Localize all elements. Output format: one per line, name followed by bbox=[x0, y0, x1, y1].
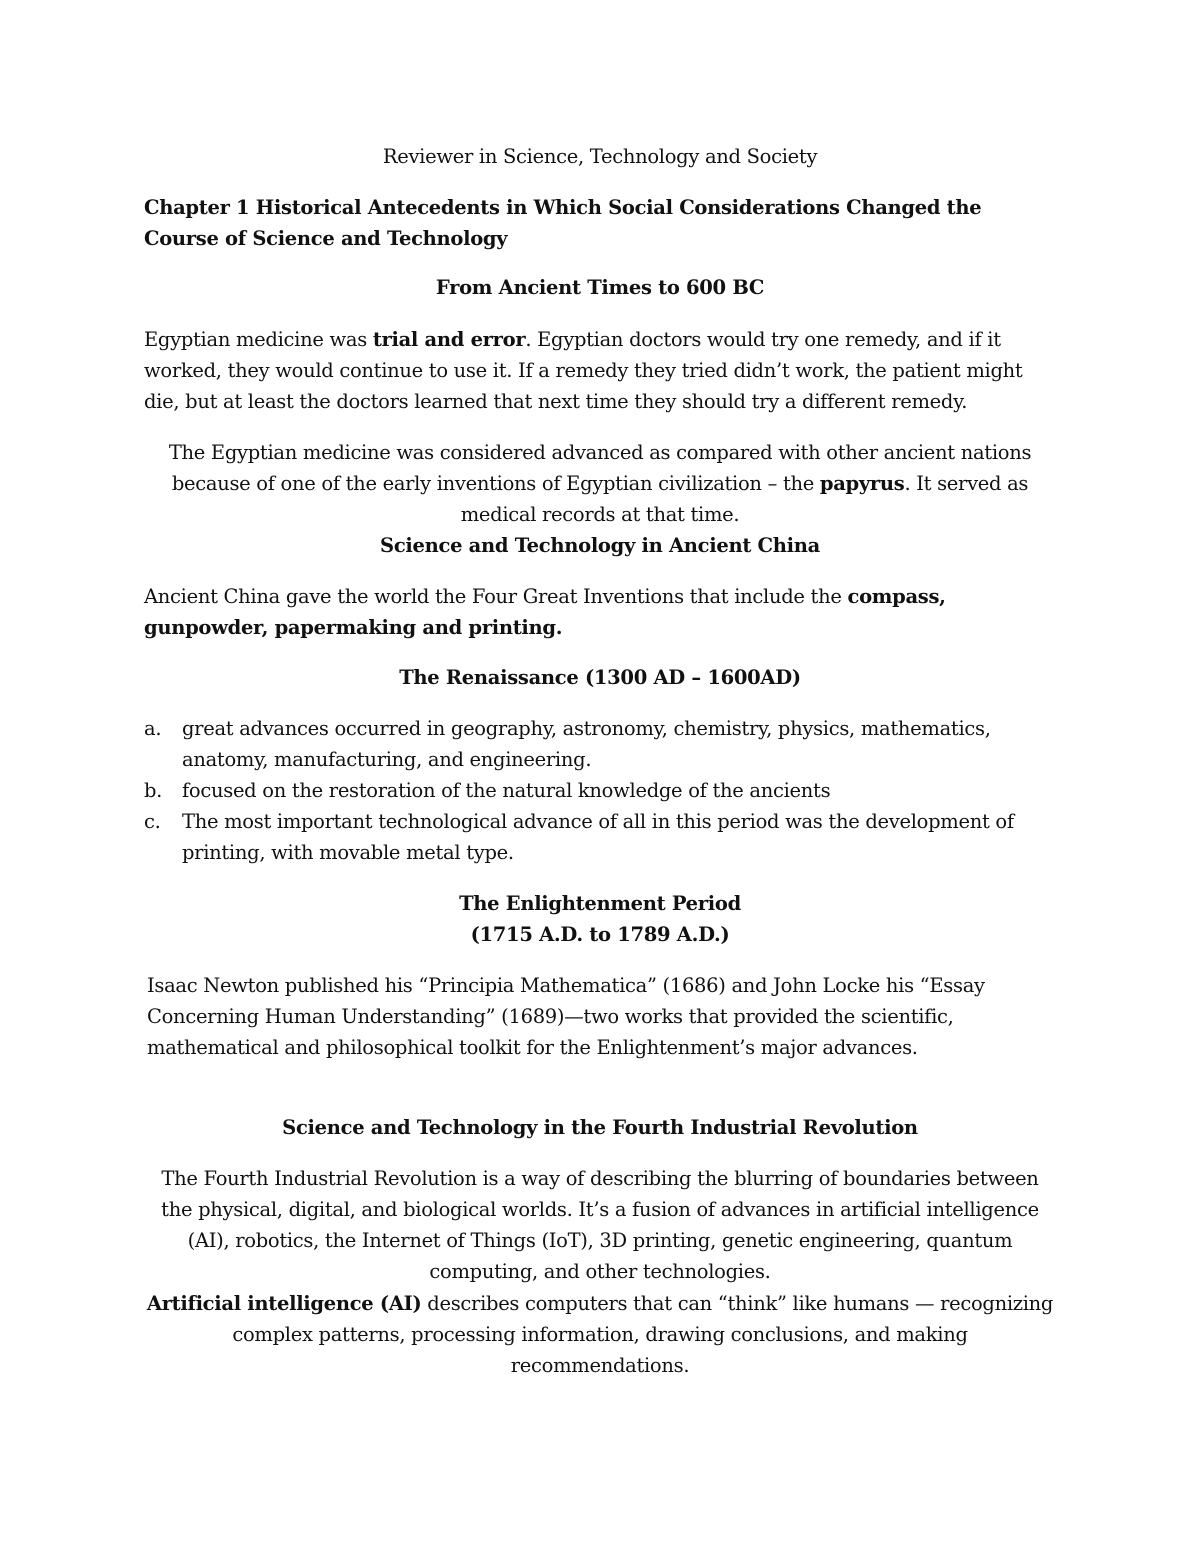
paragraph-enlightenment: Isaac Newton published his “Principia Mathematica” (1686) and John Locke his “Essay Concerning Human Understanding” (1689)—two works that provided the scientific, mathematical and philosophical toolkit for the Enlightenment’s major advances. bbox=[147, 974, 985, 1059]
list-marker: a. bbox=[144, 717, 162, 740]
bold-term-papyrus: papyrus bbox=[819, 472, 905, 495]
paragraph-egyptian-medicine bbox=[144, 324, 1056, 417]
paragraph-papyrus bbox=[164, 437, 1036, 530]
section-heading-fourth-industrial-revolution: Science and Technology in the Fourth Industrial Revolution bbox=[282, 1116, 918, 1139]
text-run: Ancient China gave the world the Four Great Inventions that include the bbox=[144, 585, 848, 608]
text-run: The Egyptian medicine was considered advanced as compared with other ancient nations because of one of the early inventions of Egyptian civilization – the bbox=[168, 441, 1032, 495]
list-item-text: focused on the restoration of the natural knowledge of the ancients bbox=[182, 779, 831, 802]
section-heading-ancient-times: From Ancient Times to 600 BC bbox=[435, 276, 765, 299]
list-item-text: The most important technological advance of all in this period was the development of printing, with movable metal type. bbox=[182, 810, 1014, 864]
chapter-heading: Chapter 1 Historical Antecedents in Which Social Considerations Changed the Course of Science and Technology bbox=[144, 196, 982, 250]
list-item bbox=[144, 775, 1044, 806]
renaissance-list bbox=[144, 713, 1044, 868]
section-heading-ancient-china: Science and Technology in Ancient China bbox=[380, 534, 820, 557]
paragraph-artificial-intelligence bbox=[144, 1288, 1056, 1381]
list-marker: c. bbox=[144, 810, 161, 833]
section-heading-enlightenment-dates: (1715 A.D. to 1789 A.D.) bbox=[470, 923, 730, 946]
text-run: . It served as medical records at that time. bbox=[460, 472, 1029, 526]
text-run: . Egyptian doctors would try one remedy, and if it worked, they would continue to use it. If a remedy they tried didn’t work, the patient might die, but at least the doctors learned that next time they should try a different remedy. bbox=[144, 328, 1023, 413]
text-run: describes computers that can “think” like humans — recognizing complex patterns, processing information, drawing conclusions, and making recommendations. bbox=[232, 1292, 1054, 1377]
list-item bbox=[144, 806, 1044, 868]
list-marker: b. bbox=[144, 779, 163, 802]
list-item-text: great advances occurred in geography, astronomy, chemistry, physics, mathematics, anatomy, manufacturing, and engineering. bbox=[182, 717, 991, 771]
section-heading-enlightenment: The Enlightenment Period bbox=[459, 892, 741, 915]
bold-term-trial-and-error: trial and error bbox=[372, 328, 526, 351]
paragraph-four-great-inventions bbox=[144, 581, 1056, 643]
bold-term-ai: Artificial intelligence (AI) bbox=[146, 1292, 422, 1315]
list-item bbox=[144, 713, 1044, 775]
paragraph-fourth-industrial-revolution: The Fourth Industrial Revolution is a way of describing the blurring of boundaries between the physical, digital, and biological worlds. It’s a fusion of advances in artificial intelligence (AI), robotics, the Internet of Things (IoT), 3D printing, genetic engineering, quantum computing, and other technologies. bbox=[161, 1167, 1039, 1283]
text-run: Egyptian medicine was bbox=[144, 328, 373, 351]
section-heading-renaissance: The Renaissance (1300 AD – 1600AD) bbox=[399, 666, 801, 689]
document-title: Reviewer in Science, Technology and Society bbox=[382, 145, 818, 168]
bold-term-inventions: compass, gunpowder, papermaking and printing. bbox=[144, 585, 946, 639]
